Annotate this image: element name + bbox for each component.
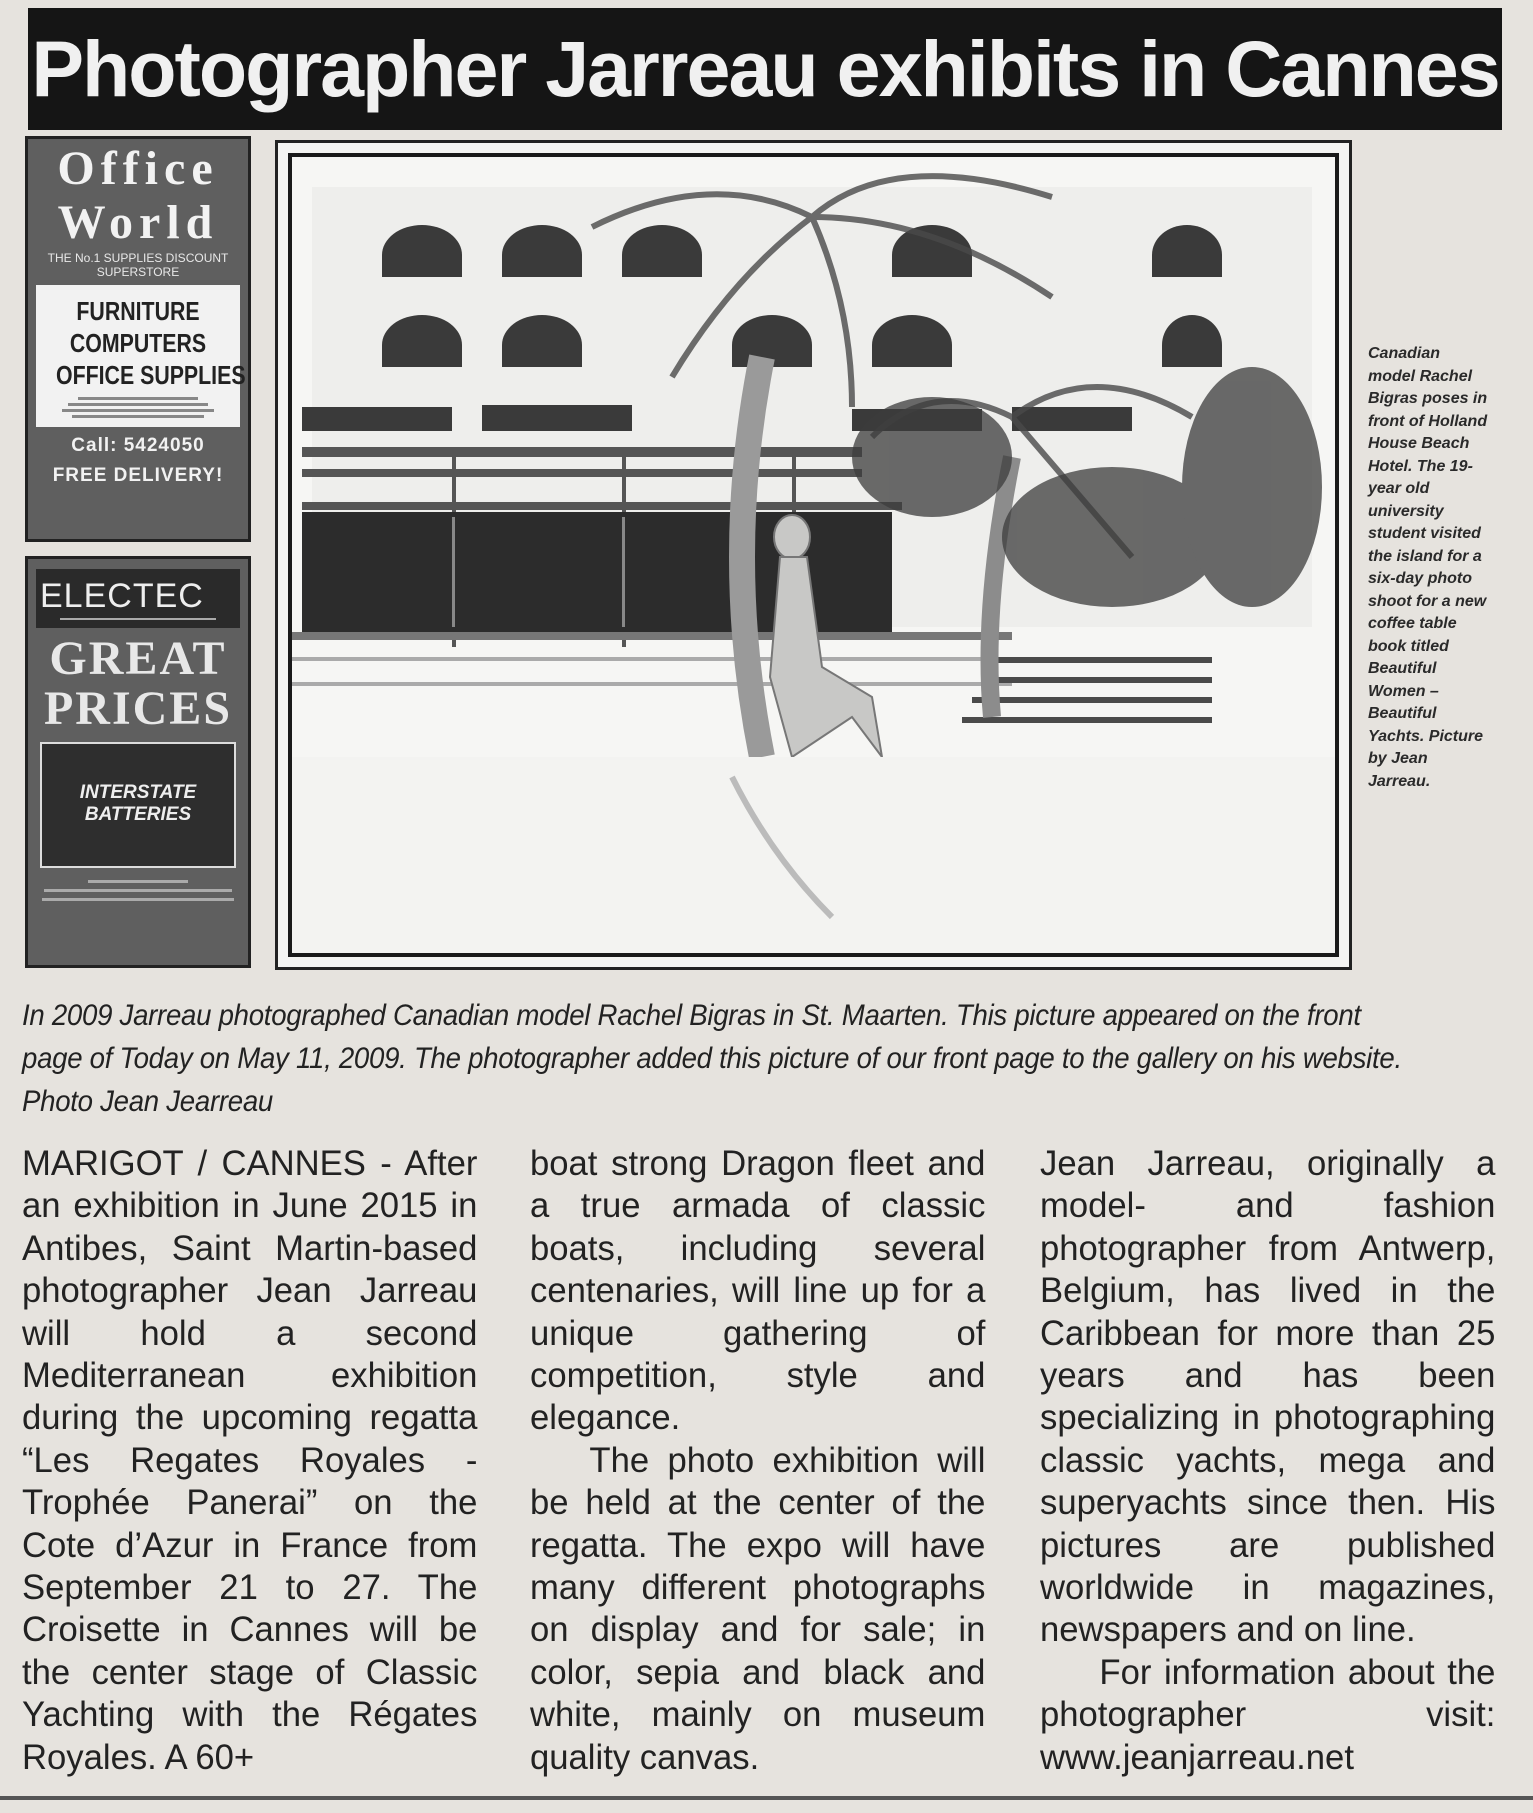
electec-great: GREAT (49, 632, 227, 685)
electec-contact-blur (28, 880, 248, 901)
office-world-products (36, 285, 246, 427)
col2-paragraph-2: The photo exhibition will be held at the center of the regatta. The expo will have many different photographs on display and for sale; in color, sepia and black and white, mainly on museum quality canvas. (530, 1440, 986, 1777)
interstate-batteries-logo (40, 742, 236, 868)
office-world-tagline: THE No.1 SUPPLIES DISCOUNT SUPERSTORE (47, 251, 229, 279)
office-world-ad (25, 136, 251, 542)
col3-paragraph-2: For information about the photographer visit: www.jeanjarreau.net (1040, 1652, 1496, 1777)
brand-line-2: BATTERIES (84, 804, 192, 825)
photo-side-caption: Canadian model Rachel Bigras poses in front of Holland House Beach Hotel. The 19-year old university student visited the island for a six-day photo shoot for a new coffee table book titled Beautiful Women – Beautiful Yachts. Picture by Jean Jarreau. (1368, 345, 1488, 790)
article-column-3 (1040, 1143, 1495, 1779)
office-world-address-blur (38, 397, 238, 418)
electec-logo (36, 569, 240, 628)
electec-ad (25, 556, 251, 968)
office-world-title-1: Office (57, 142, 219, 195)
product-furniture: FURNITURE (76, 296, 200, 326)
photo-caption: In 2009 Jarreau photographed Canadian model Rachel Bigras in St. Maarten. This picture appeared on the front page of Today on May 11, 2009. The photographer added this picture of our front page to the gallery on his website. Photo Jean Jearreau (22, 999, 1402, 1118)
article-column-1 (22, 1143, 477, 1779)
photo-frame (275, 140, 1352, 970)
product-office-supplies: OFFICE SUPPLIES (56, 360, 246, 390)
article-column-2 (530, 1143, 985, 1779)
office-world-delivery: FREE DELIVERY! (52, 465, 224, 486)
hotel-beach-illustration (292, 157, 1335, 953)
col1-paragraph: MARIGOT / CANNES - After an exhibition in June 2015 in Antibes, Saint Martin-based photographer Jean Jarreau will hold a second Mediterranean exhibition during the upcoming regatta “Les Regates Royales - Trophée Panerai” on the Cote d’Azur in France from September 21 to 27. The Croisette in Cannes will be the center stage of Classic Yachting with the Régates Royales. A 60+ (22, 1144, 478, 1777)
hotel-photo (288, 153, 1339, 957)
product-computers: COMPUTERS (69, 328, 207, 358)
brand-line-1: INTERSTATE (79, 782, 197, 803)
col3-paragraph-1: Jean Jarreau, originally a model- and fashion photographer from Antwerp, Belgium, has lived in the Caribbean for more than 25 years and has been specializing in photographing classic yachts, mega and superyachts since then. His pictures are published worldwide in magazines, newspapers and on line. (1040, 1144, 1496, 1650)
office-world-title-2: World (57, 196, 219, 249)
office-world-call: Call: 5424050 (71, 435, 205, 456)
headline: Photographer Jarreau exhibits in Cannes (28, 8, 1502, 130)
col2-paragraph-1: boat strong Dragon fleet and a true armada of classic boats, including several centenaries, will line up for a unique gathering of competition, style and elegance. (530, 1144, 986, 1438)
electec-name: ELECTEC (40, 577, 204, 615)
bottom-rule (0, 1796, 1533, 1800)
electec-prices: PRICES (43, 682, 233, 735)
